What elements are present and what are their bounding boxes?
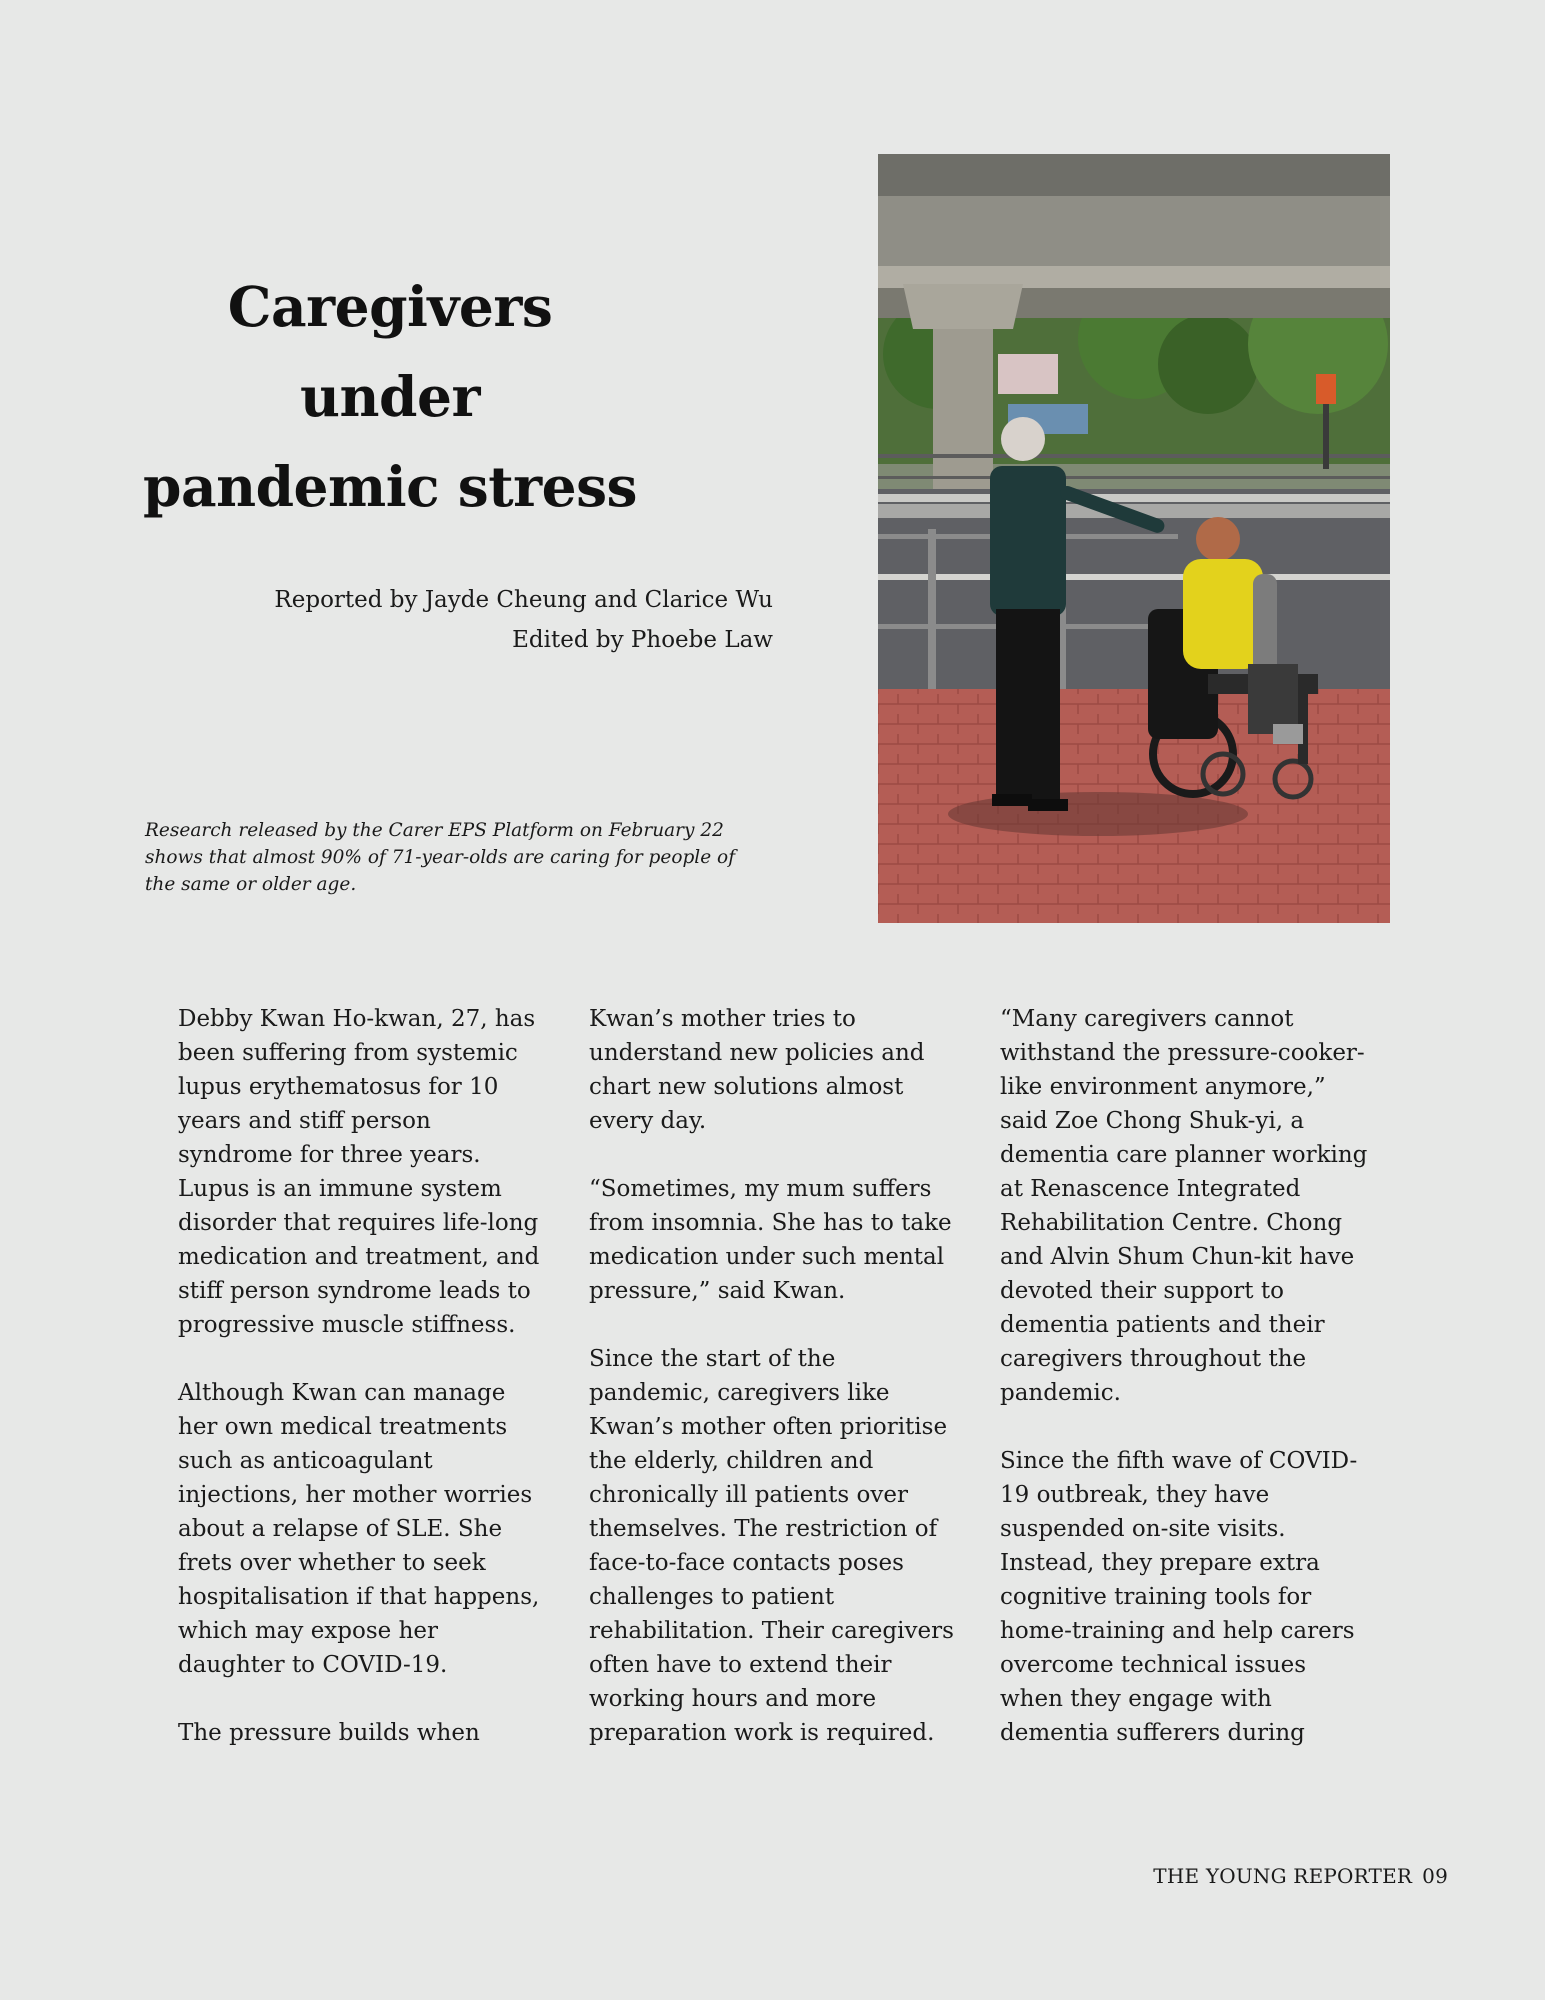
paragraph: “Sometimes, my mum suffers from insomnia. She has to take medication under such mental pressure,” said Kwan.	[589, 1176, 952, 1304]
paragraph: Since the start of the pandemic, caregivers like Kwan’s mother often prioritise the elderly, children and chronically ill patients over themselves. The restriction of face-to-face contacts poses challenges to patient rehabilitation. Their caregivers often have to extend their working hours and more preparation work is required.	[589, 1346, 954, 1746]
page-number: 09	[1422, 1864, 1448, 1888]
reported-by: Reported by Jayde Cheung and Clarice Wu	[274, 587, 773, 613]
body-column-2	[589, 1002, 959, 1784]
caregiver-wheelchair-photo	[878, 154, 1390, 923]
headline-line-1: Caregivers	[227, 274, 553, 339]
paragraph: Although Kwan can manage her own medical treatments such as anticoagulant injections, her mother worries about a relapse of SLE. She frets over whether to seek hospitalisation if that happens, which may expose her daughter to COVID-19.	[178, 1380, 540, 1678]
byline	[200, 580, 773, 660]
headline	[130, 262, 650, 532]
publication-name: THE YOUNG REPORTER	[1153, 1864, 1413, 1888]
body-column-1	[178, 1002, 548, 1784]
paragraph: The pressure builds when	[178, 1720, 480, 1746]
body-column-3	[1000, 1002, 1370, 1784]
article-photo	[878, 154, 1390, 923]
paragraph: Since the fifth wave of COVID-19 outbreak, they have suspended on-site visits. Instead, they prepare extra cognitive training tools for home-training and help carers overcome technical issues when they engage with dementia sufferers during	[1000, 1448, 1358, 1746]
headline-line-2: under	[300, 364, 480, 429]
paragraph: “Many caregivers cannot withstand the pressure-cooker-like environment anymore,” said Zoe Chong Shuk-yi, a dementia care planner working at Renascence Integrated Rehabilitation Centre. Chong and Alvin Shum Chun-kit have devoted their support to dementia patients and their caregivers throughout the pandemic.	[1000, 1006, 1368, 1406]
paragraph: Debby Kwan Ho-kwan, 27, has been suffering from systemic lupus erythematosus for 10 years and stiff person syndrome for three years. Lupus is an immune system disorder that requires life-long medication and treatment, and stiff person syndrome leads to progressive muscle stiffness.	[178, 1006, 540, 1338]
page-footer	[1100, 1862, 1448, 1890]
headline-line-3: pandemic stress	[142, 454, 638, 519]
edited-by: Edited by Phoebe Law	[512, 627, 773, 653]
paragraph: Kwan’s mother tries to understand new policies and chart new solutions almost every day.	[589, 1006, 925, 1134]
photo-caption: Research released by the Carer EPS Platform on February 22 shows that almost 90% of 71-year-olds are caring for people of the same or older age.	[145, 820, 736, 895]
